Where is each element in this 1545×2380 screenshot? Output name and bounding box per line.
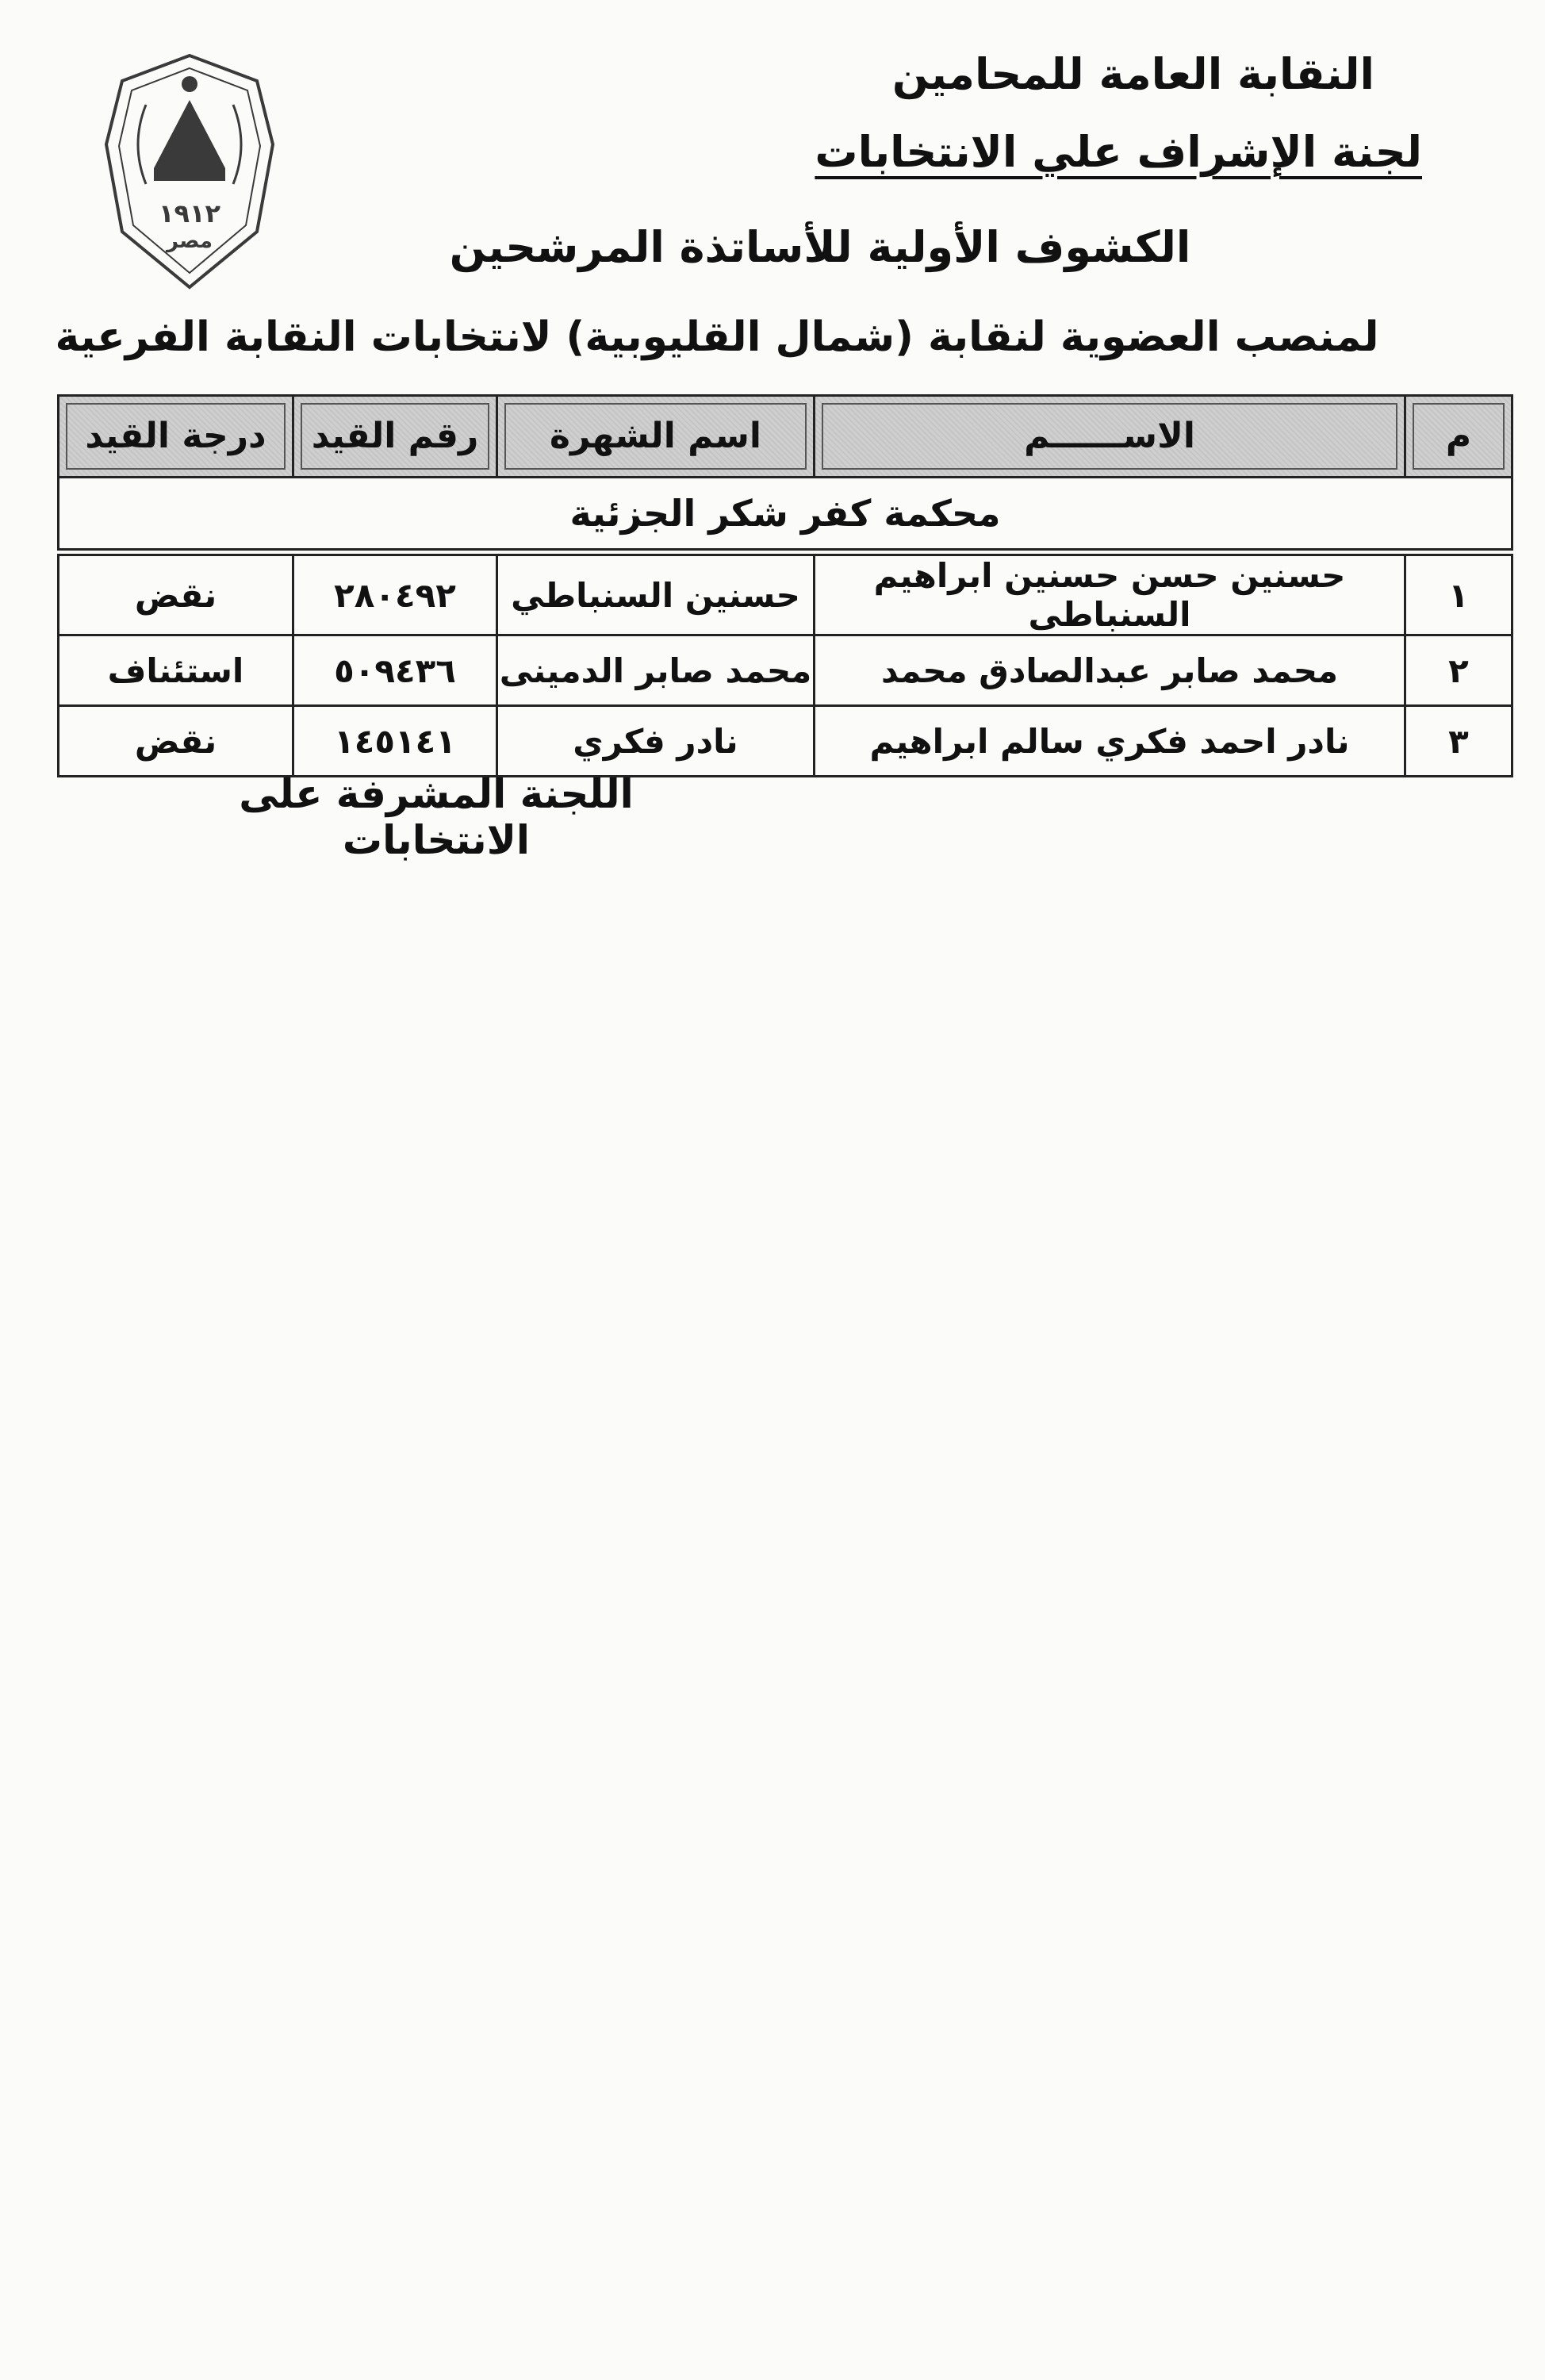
row-reg-level: استئناف [59,635,293,706]
court-name: محكمة كفر شكر الجزئية [59,478,1512,550]
header-known-as: اسم الشهرة [497,396,815,478]
row-name: حسنين حسن حسنين ابراهيم السنباطى [815,555,1405,635]
row-reg-no: ١٤٥١٤١ [293,706,497,777]
table-header-row [59,396,1512,478]
header-index: م [1405,396,1512,478]
committee-title: لجنة الإشراف علي الانتخابات [815,127,1422,177]
committee-signature: اللجنة المشرفة على الانتخابات [239,771,634,863]
row-reg-no: ٢٨٠٤٩٢ [293,555,497,635]
row-known-as: حسنين السنباطي [497,555,815,635]
seal-year: ١٩١٢ [158,198,221,228]
table-row [59,635,1512,706]
table-row [59,555,1512,635]
row-reg-level: نقض [59,706,293,777]
row-name: نادر احمد فكري سالم ابراهيم [815,706,1405,777]
row-reg-level: نقض [59,555,293,635]
lists-title: الكشوف الأولية للأساتذة المرشحين [449,222,1191,272]
court-row [59,478,1512,550]
syndicate-title: النقابة العامة للمحامين [891,49,1374,99]
row-known-as: نادر فكري [497,706,815,777]
header-reg-level: درجة القيد [59,396,293,478]
row-known-as: محمد صابر الدمينى [497,635,815,706]
row-index: ٢ [1405,635,1512,706]
row-reg-no: ٥٠٩٤٣٦ [293,635,497,706]
header-reg-no: رقم القيد [293,396,497,478]
position-title: لمنصب العضوية لنقابة (شمال القليوبية) لانتخابات النقابة الفرعية [55,313,1379,361]
row-name: محمد صابر عبدالصادق محمد [815,635,1405,706]
seal-country: مصر [167,229,213,253]
row-index: ١ [1405,555,1512,635]
row-index: ٣ [1405,706,1512,777]
candidates-table [57,394,1513,777]
table-row [59,706,1512,777]
header-name: الاســــــم [815,396,1405,478]
